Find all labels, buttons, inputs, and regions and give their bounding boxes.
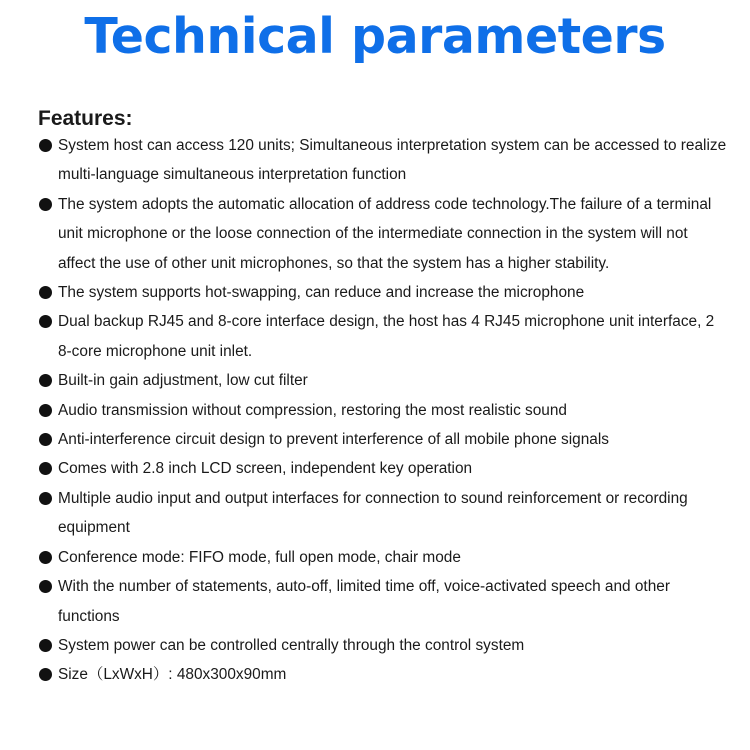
- feature-item: [38, 572, 728, 631]
- feature-item: [38, 131, 728, 190]
- feature-text: Size（LxWxH）: 480x300x90mm: [58, 666, 287, 684]
- feature-text: Conference mode: FIFO mode, full open mode, chair mode: [58, 548, 461, 566]
- bullet-icon: [39, 139, 52, 152]
- bullet-icon: [39, 315, 52, 328]
- feature-text: Dual backup RJ45 and 8-core interface design, the host has 4 RJ45 microphone unit interface, 2 8-core microphone unit inlet.: [58, 313, 715, 360]
- feature-item: [38, 543, 728, 572]
- feature-item: [38, 660, 728, 689]
- feature-text: The system adopts the automatic allocation of address code technology.The failure of a terminal unit microphone or the loose connection of the intermediate connection in the system will not affect the use of other unit microphones, so that the system has a higher stability.: [58, 195, 712, 272]
- feature-item: [38, 307, 728, 366]
- feature-text: Audio transmission without compression, restoring the most realistic sound: [58, 401, 567, 419]
- bullet-icon: [39, 462, 52, 475]
- feature-text: With the number of statements, auto-off, limited time off, voice-activated speech and other functions: [58, 578, 670, 625]
- bullet-icon: [39, 668, 52, 681]
- feature-item: [38, 278, 728, 307]
- bullet-icon: [39, 433, 52, 446]
- feature-text: System power can be controlled centrally through the control system: [58, 636, 525, 654]
- feature-item: [38, 631, 728, 660]
- bullet-icon: [39, 639, 52, 652]
- feature-text: Anti-interference circuit design to prevent interference of all mobile phone signals: [58, 431, 609, 449]
- features-list: [38, 131, 728, 690]
- feature-item: [38, 190, 728, 278]
- bullet-icon: [39, 198, 52, 211]
- page-title: Technical parameters: [84, 8, 666, 65]
- bullet-icon: [39, 404, 52, 417]
- feature-item: [38, 425, 728, 454]
- bullet-icon: [39, 551, 52, 564]
- feature-item: [38, 484, 728, 543]
- feature-text: System host can access 120 units; Simultaneous interpretation system can be accessed to realize multi-language simultaneous interpretation function: [58, 137, 727, 184]
- features-heading: Features:: [38, 107, 133, 130]
- feature-text: Comes with 2.8 inch LCD screen, independent key operation: [58, 460, 473, 478]
- feature-item: [38, 454, 728, 483]
- bullet-icon: [39, 492, 52, 505]
- feature-text: The system supports hot-swapping, can reduce and increase the microphone: [58, 284, 585, 302]
- bullet-icon: [39, 286, 52, 299]
- feature-item: [38, 366, 728, 395]
- feature-text: Multiple audio input and output interfaces for connection to sound reinforcement or recording equipment: [58, 489, 688, 537]
- feature-item: [38, 396, 728, 425]
- bullet-icon: [39, 374, 52, 387]
- feature-text: Built-in gain adjustment, low cut filter: [58, 372, 308, 390]
- bullet-icon: [39, 580, 52, 593]
